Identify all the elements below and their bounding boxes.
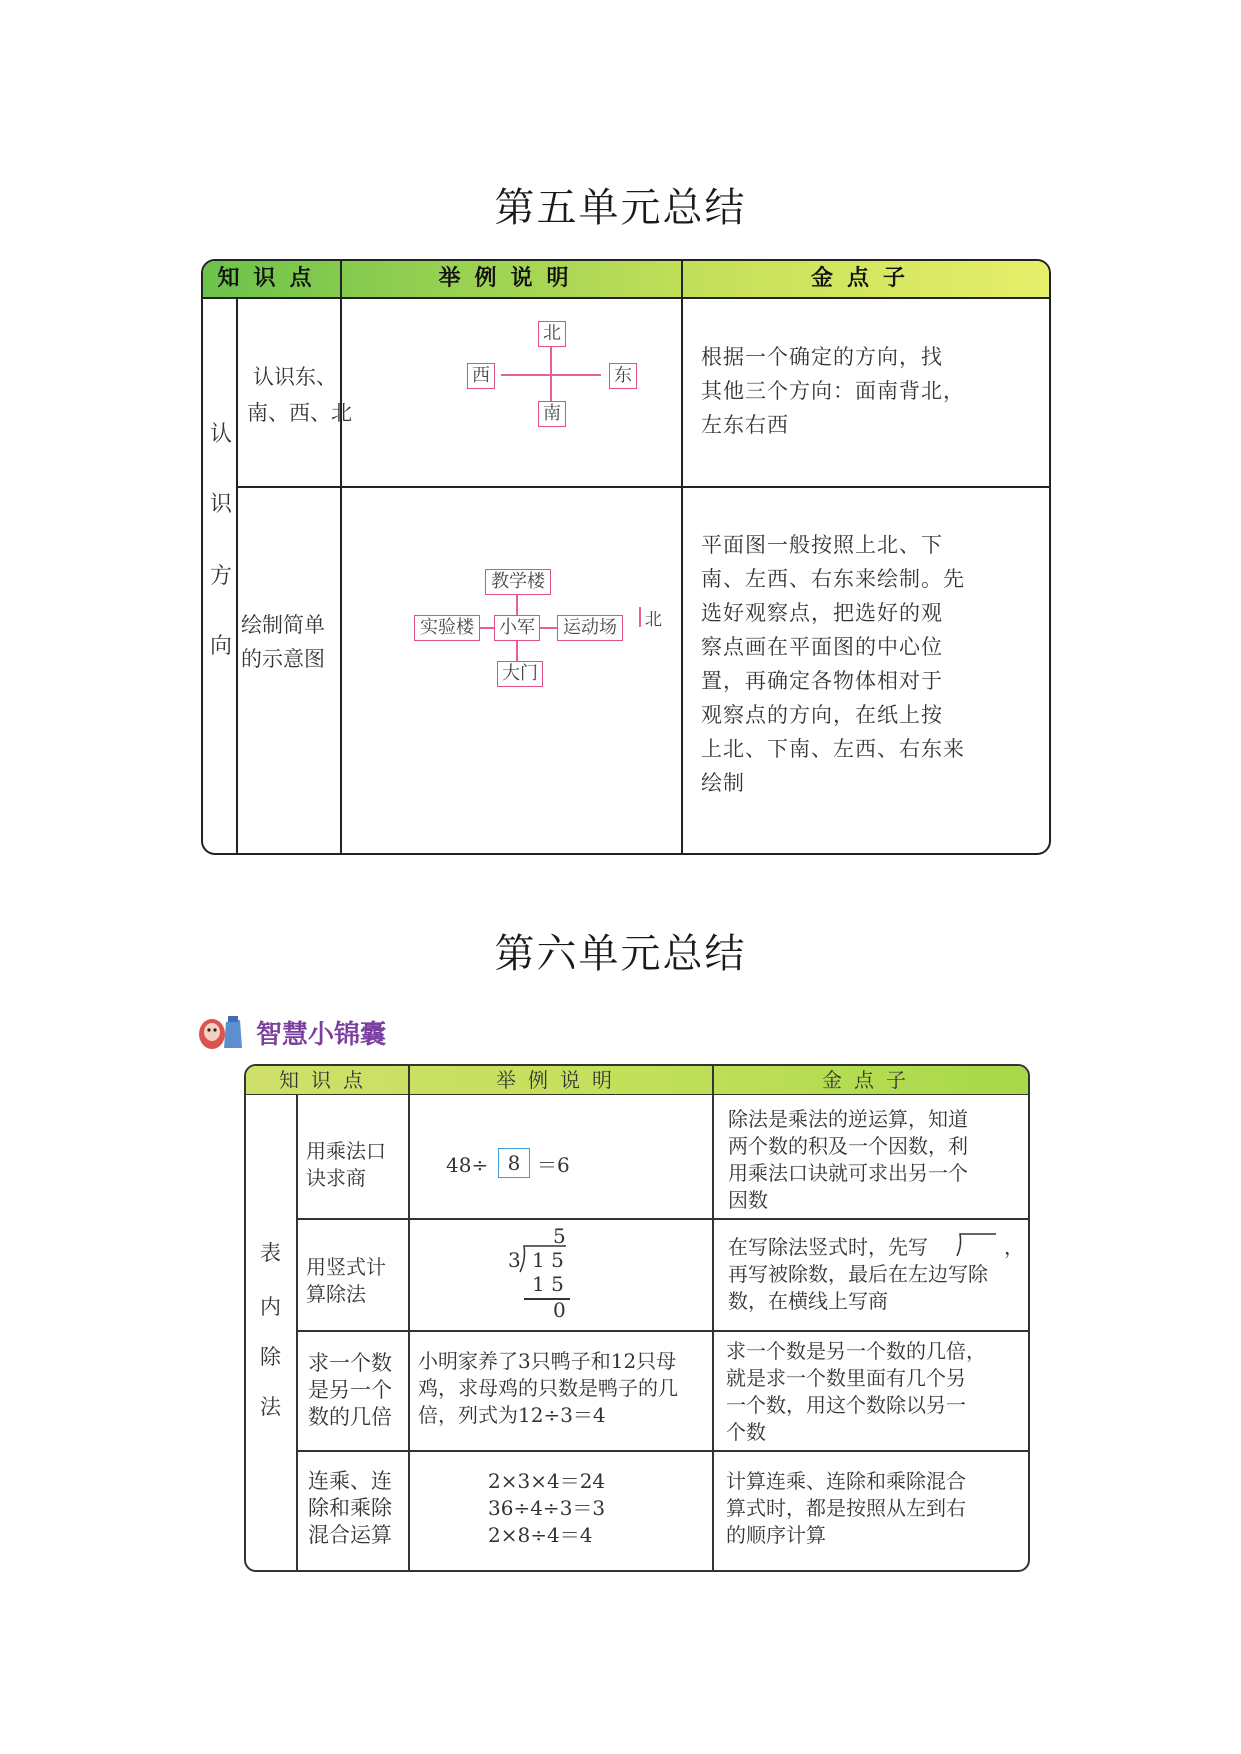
topic-line: 连乘、连: [308, 1469, 392, 1493]
header-example: 举例说明: [496, 1068, 624, 1092]
tip-line: 平面图一般按照上北、下: [701, 533, 943, 557]
header-tip: 金点子: [822, 1068, 918, 1092]
tip-line: 算式时，都是按照从左到右: [726, 1496, 966, 1520]
category-char: 识: [210, 492, 233, 517]
header-tip: 金点子: [810, 266, 919, 291]
topic-line: 绘制简单: [241, 613, 325, 637]
unit5-title: 第五单元总结: [494, 185, 747, 231]
tip-line: 因数: [728, 1188, 768, 1212]
unit5-table-header: [203, 261, 1049, 299]
example-line: 2×8÷4＝4: [488, 1523, 593, 1547]
unit6-table: 知识点 举例说明 金点子 表 内 除 法 用乘法口 诀求商 48÷ 8 ＝6 除法是乘法的逆运算，知道 两个数的积及一个因数，利 用乘法口诀就可求出另一个 因数 用竖式计 算除法 5 3 1 5 1 5 0 在写除法竖式时，先写 ， 再写被除数，最后在左边写除 数，在横线上写商 求一个数 是另一个 数的几倍 小明家养了3只鸭子和12只母 鸡，求母鸡的只数是鸭子的几 倍，列式为12÷3＝4 求一个数是另一个数的几倍， 就是求一个数里面有几个另 一个数，用这个数除以另一 个数 连乘、连 除和乘除 混合运算 2×3×4＝24 36÷4÷3＝3 2×8÷4＝4 计算连乘、连除和乘除混合 算式时，都是按照从左到右 的顺序计算: [244, 1064, 1030, 1572]
topic-line: 用乘法口: [306, 1139, 386, 1163]
topic-line: 的示意图: [241, 647, 325, 671]
example-line: 2×3×4＝24: [488, 1469, 606, 1493]
tip-line: 观察点的方向，在纸上按: [701, 703, 943, 727]
unit6-title: 第六单元总结: [494, 931, 747, 977]
tip-line: 在写除法竖式时，先写: [728, 1235, 928, 1259]
topic-line: 混合运算: [308, 1523, 392, 1547]
topic-line: 除和乘除: [308, 1496, 392, 1520]
category-char: 表: [260, 1241, 281, 1265]
wisdom-banner: 智慧小锦囊: [256, 1020, 387, 1050]
category-char: 认: [210, 422, 233, 447]
topic-line: 认识东、: [253, 365, 337, 389]
map-right: 运动场: [557, 615, 623, 641]
header-example: 举例说明: [438, 266, 583, 291]
compass-east: 东: [609, 363, 637, 389]
tip-line: 计算连乘、连除和乘除混合: [726, 1469, 966, 1493]
tip-line: 左东右西: [701, 413, 789, 437]
tip-line: 选好观察点，把选好的观: [701, 601, 943, 625]
compass-west: 西: [467, 363, 495, 389]
tip-line: 就是求一个数里面有几个另: [726, 1366, 966, 1390]
topic-line: 求一个数: [308, 1351, 392, 1375]
map-bottom: 大门: [497, 661, 543, 687]
map-top: 教学楼: [485, 569, 551, 595]
category-char: 法: [260, 1395, 281, 1419]
unit5-table: [201, 259, 1051, 855]
answer-box: 8: [498, 1148, 530, 1178]
tip-line: 求一个数是另一个数的几倍，: [726, 1339, 986, 1363]
tip-line: 用乘法口诀就可求出另一个: [728, 1161, 968, 1185]
tip-line: 置，再确定各物体相对于: [701, 669, 943, 693]
topic-line: 数的几倍: [308, 1405, 392, 1429]
unit6-table-header: [246, 1066, 1028, 1095]
header-knowledge: 知识点: [217, 266, 326, 291]
tip-line: ，: [1004, 1235, 1024, 1259]
category-char: 向: [210, 634, 233, 659]
tip-line: 个数: [726, 1420, 766, 1444]
example-line: 倍，列式为12÷3＝4: [418, 1403, 606, 1427]
topic-line: 南、西、北: [247, 401, 352, 425]
tip-line: 其他三个方向：面南背北，: [701, 379, 965, 403]
north-indicator: 北: [645, 610, 662, 630]
topic-line: 用竖式计: [306, 1255, 386, 1279]
mascot-icon: [196, 1008, 248, 1052]
tip-line: 绘制: [701, 771, 745, 795]
map-center: 小军: [494, 615, 540, 641]
tip-line: 再写被除数，最后在左边写除: [728, 1262, 988, 1286]
tip-line: 除法是乘法的逆运算，知道: [728, 1107, 968, 1131]
compass-north: 北: [538, 321, 566, 347]
topic-line: 是另一个: [308, 1378, 392, 1402]
header-knowledge: 知识点: [279, 1068, 375, 1092]
topic-line: 诀求商: [306, 1166, 366, 1190]
tip-line: 两个数的积及一个因数，利: [728, 1134, 968, 1158]
topic-line: 算除法: [306, 1282, 366, 1306]
division-bracket-icon: [954, 1232, 998, 1258]
category-char: 内: [260, 1295, 281, 1319]
compass-south: 南: [538, 401, 566, 427]
tip-line: 根据一个确定的方向，找: [701, 345, 943, 369]
example-line: 小明家养了3只鸭子和12只母: [418, 1349, 677, 1373]
map-left: 实验楼: [414, 615, 480, 641]
category-char: 方: [210, 564, 233, 589]
tip-line: 的顺序计算: [726, 1523, 826, 1547]
example-line: 鸡，求母鸡的只数是鸭子的几: [418, 1376, 678, 1400]
tip-line: 上北、下南、左西、右东来: [701, 737, 965, 761]
tip-line: 察点画在平面图的中心位: [701, 635, 943, 659]
tip-line: 一个数，用这个数除以另一: [726, 1393, 966, 1417]
tip-line: 数，在横线上写商: [728, 1289, 888, 1313]
category-char: 除: [260, 1345, 281, 1369]
tip-line: 南、左西、右东来绘制。先: [701, 567, 965, 591]
example-line: 36÷4÷3＝3: [488, 1496, 606, 1520]
